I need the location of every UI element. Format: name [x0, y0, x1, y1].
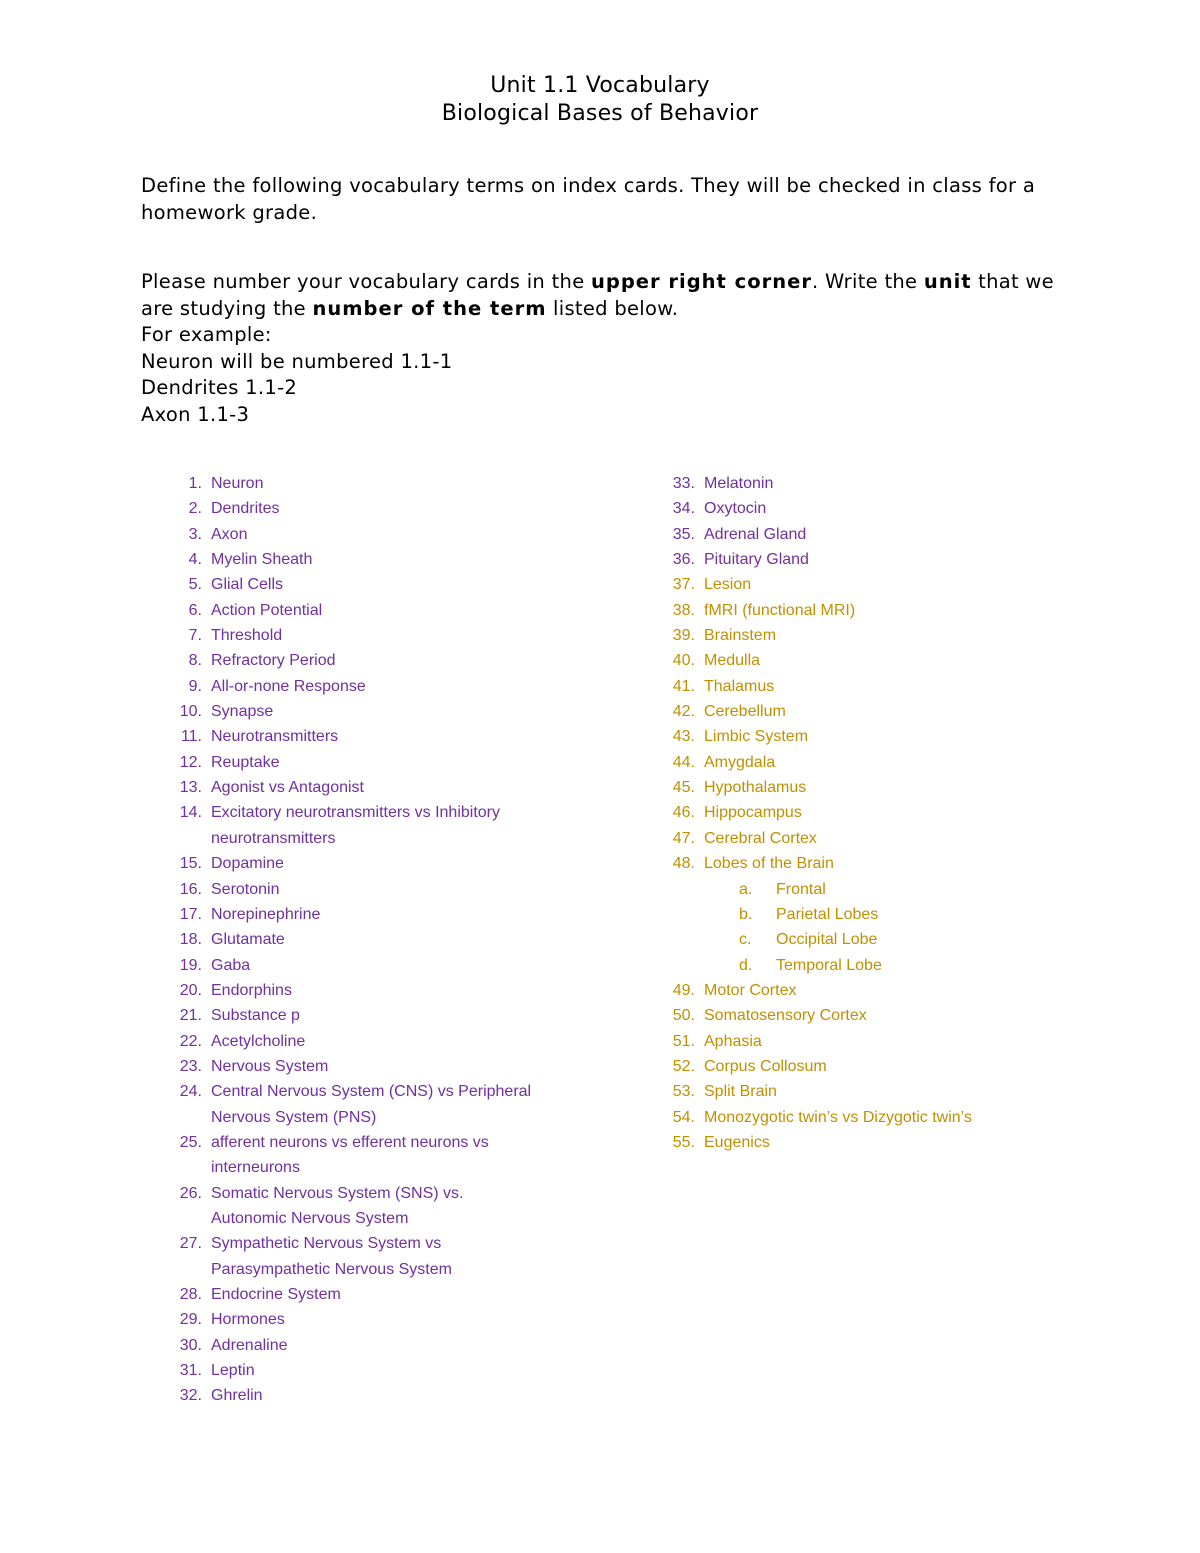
- term-label: Acetylcholine: [211, 1032, 306, 1050]
- term-label: Aphasia: [704, 1032, 762, 1050]
- term-number: 42.: [672, 703, 695, 721]
- term-label-continued: interneurons: [211, 1159, 300, 1177]
- vocab-term: [669, 496, 1119, 521]
- term-label: Gaba: [211, 956, 251, 974]
- term-number: 2.: [188, 500, 202, 518]
- vocab-term: [669, 851, 1119, 876]
- vocab-term: [176, 1181, 576, 1232]
- vocab-term: [669, 902, 1119, 927]
- vocab-term: [176, 496, 576, 521]
- term-number: 36.: [672, 551, 695, 569]
- term-number: 38.: [672, 601, 695, 619]
- term-number: 48.: [672, 855, 695, 873]
- vocab-term: [176, 674, 576, 699]
- term-number: 6.: [188, 601, 202, 619]
- vocab-term: [669, 1105, 1119, 1130]
- term-number: 34.: [672, 500, 695, 518]
- term-number: 25.: [179, 1133, 202, 1151]
- example-intro: For example:: [141, 323, 272, 346]
- term-label: Brainstem: [704, 627, 777, 645]
- vocab-term: [669, 699, 1119, 724]
- term-label: Cerebellum: [704, 703, 786, 721]
- term-number: 11.: [180, 728, 202, 746]
- vocab-term: [669, 724, 1119, 749]
- vocab-term: [176, 1358, 576, 1383]
- term-label: Occipital Lobe: [776, 931, 878, 949]
- instr-bold-corner: upper right corner: [590, 270, 812, 293]
- term-label: Somatic Nervous System (SNS) vs.: [211, 1184, 464, 1202]
- term-number: 45.: [672, 779, 695, 797]
- term-label: Parietal Lobes: [776, 905, 879, 923]
- instr-bold-unit: unit: [923, 270, 972, 293]
- vocab-term: [669, 471, 1119, 496]
- term-label: Dopamine: [211, 855, 284, 873]
- term-label: Neuron: [211, 475, 264, 492]
- term-label: Synapse: [211, 703, 274, 721]
- vocab-term: [176, 953, 576, 978]
- term-label: Cerebral Cortex: [704, 829, 817, 847]
- vocab-term: [669, 522, 1119, 547]
- vocab-term: [176, 1231, 576, 1282]
- term-number: 51.: [672, 1032, 695, 1050]
- term-label: afferent neurons vs efferent neurons vs: [211, 1133, 489, 1151]
- term-number: 27.: [179, 1235, 202, 1253]
- term-label: Ghrelin: [211, 1387, 263, 1405]
- term-label: Corpus Collosum: [704, 1057, 827, 1075]
- term-label: Action Potential: [211, 601, 323, 619]
- term-number: 14.: [179, 804, 202, 822]
- term-label: Central Nervous System (CNS) vs Peripheral: [211, 1083, 532, 1101]
- term-label: Adrenal Gland: [704, 525, 807, 543]
- vocab-term: [176, 1054, 576, 1079]
- vocab-term: [176, 598, 576, 623]
- term-label: Hypothalamus: [704, 779, 807, 797]
- vocab-term: [176, 648, 576, 673]
- numbering-instructions: [141, 269, 1061, 322]
- vocab-term: [669, 1054, 1119, 1079]
- vocab-term: [669, 927, 1119, 952]
- vocab-term: [176, 1029, 576, 1054]
- vocab-term: [176, 623, 576, 648]
- term-label: fMRI (functional MRI): [704, 601, 856, 619]
- instr-text: . Write the: [811, 270, 924, 293]
- vocab-term: [176, 1307, 576, 1332]
- vocab-term: [669, 826, 1119, 851]
- term-number: 40.: [672, 652, 695, 670]
- term-number: 16.: [179, 880, 202, 898]
- term-label: Melatonin: [704, 475, 774, 492]
- term-label-continued: Nervous System (PNS): [211, 1108, 377, 1126]
- term-label: Agonist vs Antagonist: [211, 779, 364, 797]
- term-number: 44.: [672, 753, 695, 771]
- term-label: Lobes of the Brain: [704, 855, 834, 873]
- term-label: Motor Cortex: [704, 981, 797, 999]
- vocab-term: [176, 1130, 576, 1181]
- term-label: Axon: [211, 525, 248, 543]
- vocab-term: [176, 1079, 576, 1130]
- instr-text: Please number your vocabulary cards in the: [141, 270, 591, 293]
- term-number: 35.: [672, 525, 695, 543]
- term-label: Serotonin: [211, 880, 280, 898]
- term-label: Neurotransmitters: [211, 728, 339, 746]
- instructions-paragraph: Define the following vocabulary terms on index cards. They will be checked in class for a homework grade.: [141, 174, 1036, 224]
- vocab-term: [176, 699, 576, 724]
- term-label: Monozygotic twin’s vs Dizygotic twin’s: [704, 1108, 972, 1126]
- term-label: Split Brain: [704, 1083, 777, 1101]
- term-number: 23.: [179, 1057, 202, 1075]
- term-number: 53.: [672, 1083, 695, 1101]
- term-label: Frontal: [776, 880, 826, 898]
- vocab-term: [669, 800, 1119, 825]
- term-number: 7.: [188, 627, 202, 645]
- term-number: 37.: [672, 576, 695, 594]
- term-label: Sympathetic Nervous System vs: [211, 1235, 442, 1253]
- vocab-term: [176, 522, 576, 547]
- term-number: 47.: [672, 829, 695, 847]
- term-label: Amygdala: [704, 753, 776, 771]
- term-label: Substance p: [211, 1007, 300, 1025]
- vocab-term: [669, 775, 1119, 800]
- term-number: 41.: [672, 677, 695, 695]
- vocab-term: [669, 953, 1119, 978]
- term-number: 55.: [672, 1133, 695, 1151]
- term-number: 1.: [188, 475, 202, 492]
- term-number: 52.: [672, 1057, 695, 1075]
- vocab-term: [176, 851, 576, 876]
- term-label-continued: Parasympathetic Nervous System: [211, 1260, 452, 1278]
- term-label: Excitatory neurotransmitters vs Inhibitory: [211, 804, 500, 822]
- term-label: Adrenaline: [211, 1336, 288, 1354]
- term-label: Lesion: [704, 576, 752, 594]
- term-label: Somatosensory Cortex: [704, 1007, 867, 1025]
- term-number: 43.: [672, 728, 695, 746]
- term-label-continued: Autonomic Nervous System: [211, 1209, 409, 1227]
- term-number: b.: [739, 905, 753, 923]
- vocab-term: [176, 572, 576, 597]
- vocab-term: [669, 623, 1119, 648]
- vocab-term: [176, 1333, 576, 1358]
- term-label: Eugenics: [704, 1133, 770, 1151]
- vocab-term: [669, 978, 1119, 1003]
- instr-text: listed below.: [546, 296, 679, 320]
- term-number: 26.: [179, 1184, 202, 1202]
- vocab-term: [669, 877, 1119, 902]
- vocab-term: [176, 877, 576, 902]
- vocab-term: [176, 1383, 576, 1408]
- term-number: 9.: [188, 677, 202, 695]
- term-label: Endocrine System: [211, 1286, 341, 1303]
- vocab-term: [176, 978, 576, 1003]
- term-number: 15.: [179, 855, 202, 873]
- vocab-term: [176, 750, 576, 775]
- term-number: 54.: [672, 1108, 695, 1126]
- instr-text: that we are studying the: [141, 270, 1054, 320]
- vocab-term: [176, 902, 576, 927]
- term-number: 22.: [179, 1032, 202, 1050]
- vocab-term: [669, 598, 1119, 623]
- term-number: d.: [739, 956, 753, 974]
- vocab-term: [176, 1282, 576, 1307]
- vocab-term: [176, 471, 576, 496]
- term-label: Reuptake: [211, 753, 280, 771]
- term-label: Dendrites: [211, 500, 280, 518]
- vocab-term: [669, 572, 1119, 597]
- term-label: Hormones: [211, 1311, 285, 1329]
- term-number: 18.: [179, 931, 202, 949]
- term-number: 5.: [188, 576, 202, 594]
- vocab-term: [176, 800, 576, 851]
- page-title: Unit 1.1 Vocabulary: [490, 73, 710, 98]
- vocab-term: [176, 775, 576, 800]
- term-number: 29.: [179, 1311, 202, 1329]
- vocab-term: [176, 724, 576, 749]
- term-label: Threshold: [211, 627, 283, 645]
- term-number: 20.: [179, 981, 202, 999]
- term-number: 33.: [672, 475, 695, 492]
- example-line: Neuron will be numbered 1.1-1: [141, 350, 453, 373]
- term-label: Thalamus: [704, 677, 775, 695]
- term-number: 8.: [188, 652, 202, 670]
- vocab-term: [669, 1029, 1119, 1054]
- vocab-term: [176, 547, 576, 572]
- term-number: 39.: [672, 627, 695, 645]
- vocab-list-left: [176, 471, 576, 1409]
- vocab-term: [176, 1003, 576, 1028]
- term-label: Limbic System: [704, 728, 809, 746]
- term-number: 17.: [179, 905, 202, 923]
- instr-bold-number: number of the term: [312, 296, 547, 320]
- vocab-term: [669, 648, 1119, 673]
- term-label: Nervous System: [211, 1057, 329, 1075]
- term-number: 50.: [672, 1007, 695, 1025]
- term-label: Refractory Period: [211, 652, 336, 670]
- term-label: Norepinephrine: [211, 905, 321, 923]
- term-number: 10.: [179, 703, 202, 721]
- term-number: 31.: [179, 1362, 202, 1380]
- vocab-term: [176, 927, 576, 952]
- vocab-term: [669, 547, 1119, 572]
- term-number: 19.: [179, 956, 202, 974]
- term-number: 24.: [179, 1083, 202, 1101]
- term-number: 3.: [188, 525, 202, 543]
- term-label: Endorphins: [211, 981, 292, 999]
- term-label: Leptin: [211, 1362, 255, 1380]
- term-number: 49.: [672, 981, 695, 999]
- term-label: Glutamate: [211, 931, 285, 949]
- term-number: 32.: [179, 1387, 202, 1405]
- term-number: 4.: [188, 551, 202, 569]
- vocab-term: [669, 1130, 1119, 1155]
- example-line: Dendrites 1.1-2: [141, 376, 298, 399]
- term-label: Hippocampus: [704, 804, 802, 822]
- term-number: 13.: [179, 779, 202, 797]
- term-label: Myelin Sheath: [211, 551, 313, 569]
- term-label: Glial Cells: [211, 576, 284, 594]
- vocab-term: [669, 674, 1119, 699]
- term-number: 46.: [672, 804, 695, 822]
- term-number: 28.: [179, 1286, 202, 1303]
- term-label-continued: neurotransmitters: [211, 829, 336, 847]
- vocab-list-right: [669, 471, 1119, 1155]
- term-number: 30.: [179, 1336, 202, 1354]
- term-number: c.: [739, 931, 752, 949]
- term-number: 21.: [179, 1007, 202, 1025]
- vocab-term: [669, 750, 1119, 775]
- term-number: a.: [739, 880, 753, 898]
- term-label: Oxytocin: [704, 500, 767, 518]
- term-label: Pituitary Gland: [704, 551, 809, 569]
- vocab-term: [669, 1003, 1119, 1028]
- page-subtitle: Biological Bases of Behavior: [441, 101, 759, 126]
- term-label: Temporal Lobe: [776, 956, 882, 974]
- vocab-term: [669, 1079, 1119, 1104]
- term-number: 12.: [179, 753, 202, 771]
- example-line: Axon 1.1-3: [141, 403, 250, 426]
- term-label: All-or-none Response: [211, 677, 366, 695]
- term-label: Medulla: [704, 652, 761, 670]
